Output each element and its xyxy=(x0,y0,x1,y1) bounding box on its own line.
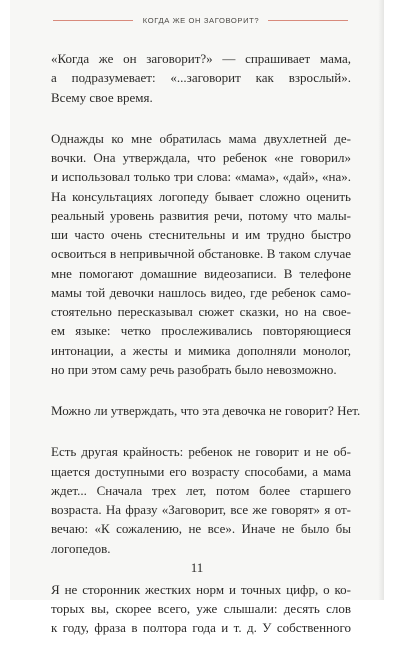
text-line: и использовал только три слова: «мама», «дай», «на». xyxy=(51,169,351,185)
spine-shadow xyxy=(378,0,384,600)
text-line: а подразумевает: «...заговорит как взрослый». xyxy=(51,70,351,86)
paragraph xyxy=(51,442,351,558)
text-line: ем языке: четко прослеживались повторяющиеся xyxy=(51,323,351,339)
text-line: «Когда же он заговорит?» — спрашивает мама, xyxy=(51,51,351,66)
text-line: но при этом саму речь разобрать было невозможно. xyxy=(51,361,337,377)
text-line: возраста. На фразу «Заговорит, все же говорят» я от- xyxy=(51,502,351,517)
text-line: Однажды ко мне обратилась мама двухлетней де- xyxy=(51,130,351,146)
text-line: ждет... Сначала трех лет, потом более старшего xyxy=(51,482,351,498)
running-head xyxy=(10,13,384,29)
text-line: интонации, а жесты и мимика дополняли монолог, xyxy=(51,342,351,358)
book-page xyxy=(10,0,384,636)
text-line: логопедов. xyxy=(51,540,111,556)
text-line: щается доступными его возрасту способами, а мама xyxy=(51,463,351,479)
text-line: освоиться в непривычной обстановке. В таком случае xyxy=(51,246,351,262)
text-line: мамы той девочки нашлось видео, где ребенок само- xyxy=(51,284,351,300)
text-line: Я не сторонник жестких норм и точных цифр, о ко- xyxy=(51,581,351,597)
running-head-rule-left xyxy=(53,20,133,21)
text-line: Можно ли утверждать, что эта девочка не говорит? Нет. xyxy=(51,403,361,418)
text-line: торых вы, скорее всего, уже слышали: десять слов xyxy=(51,601,351,616)
running-head-title: КОГДА ЖЕ ОН ЗАГОВОРИТ? xyxy=(142,16,260,25)
text-line: На консультациях логопеду бывает сложно оценить xyxy=(51,188,351,204)
text-line: вочки. Она утверждала, что ребенок «не говорил» xyxy=(51,150,351,165)
text-line: Всему свое время. xyxy=(51,89,153,105)
text-line: ши часто очень стеснительны и им трудно быстро xyxy=(51,227,351,242)
paragraph xyxy=(51,129,351,379)
text-line: вечаю: «К сожалению, не все». Иначе не было бы xyxy=(51,521,351,537)
page-number: 11 xyxy=(190,560,204,575)
paragraph xyxy=(51,580,351,638)
text-line: мне помогают домашние видеозаписи. В телефоне xyxy=(51,265,351,281)
text-line: к году, фраза в полтора года и т. д. У собственного xyxy=(51,620,351,636)
text-line: реальный уровень развития речи, потому что малы- xyxy=(51,207,351,223)
running-head-rule-right xyxy=(268,20,348,21)
paragraph xyxy=(51,49,351,107)
paragraph xyxy=(51,401,361,420)
text-line: стоятельно пересказывал сюжет сказки, но на свое- xyxy=(51,304,351,319)
text-line: Есть другая крайность: ребенок не говорит и не об- xyxy=(51,444,351,460)
